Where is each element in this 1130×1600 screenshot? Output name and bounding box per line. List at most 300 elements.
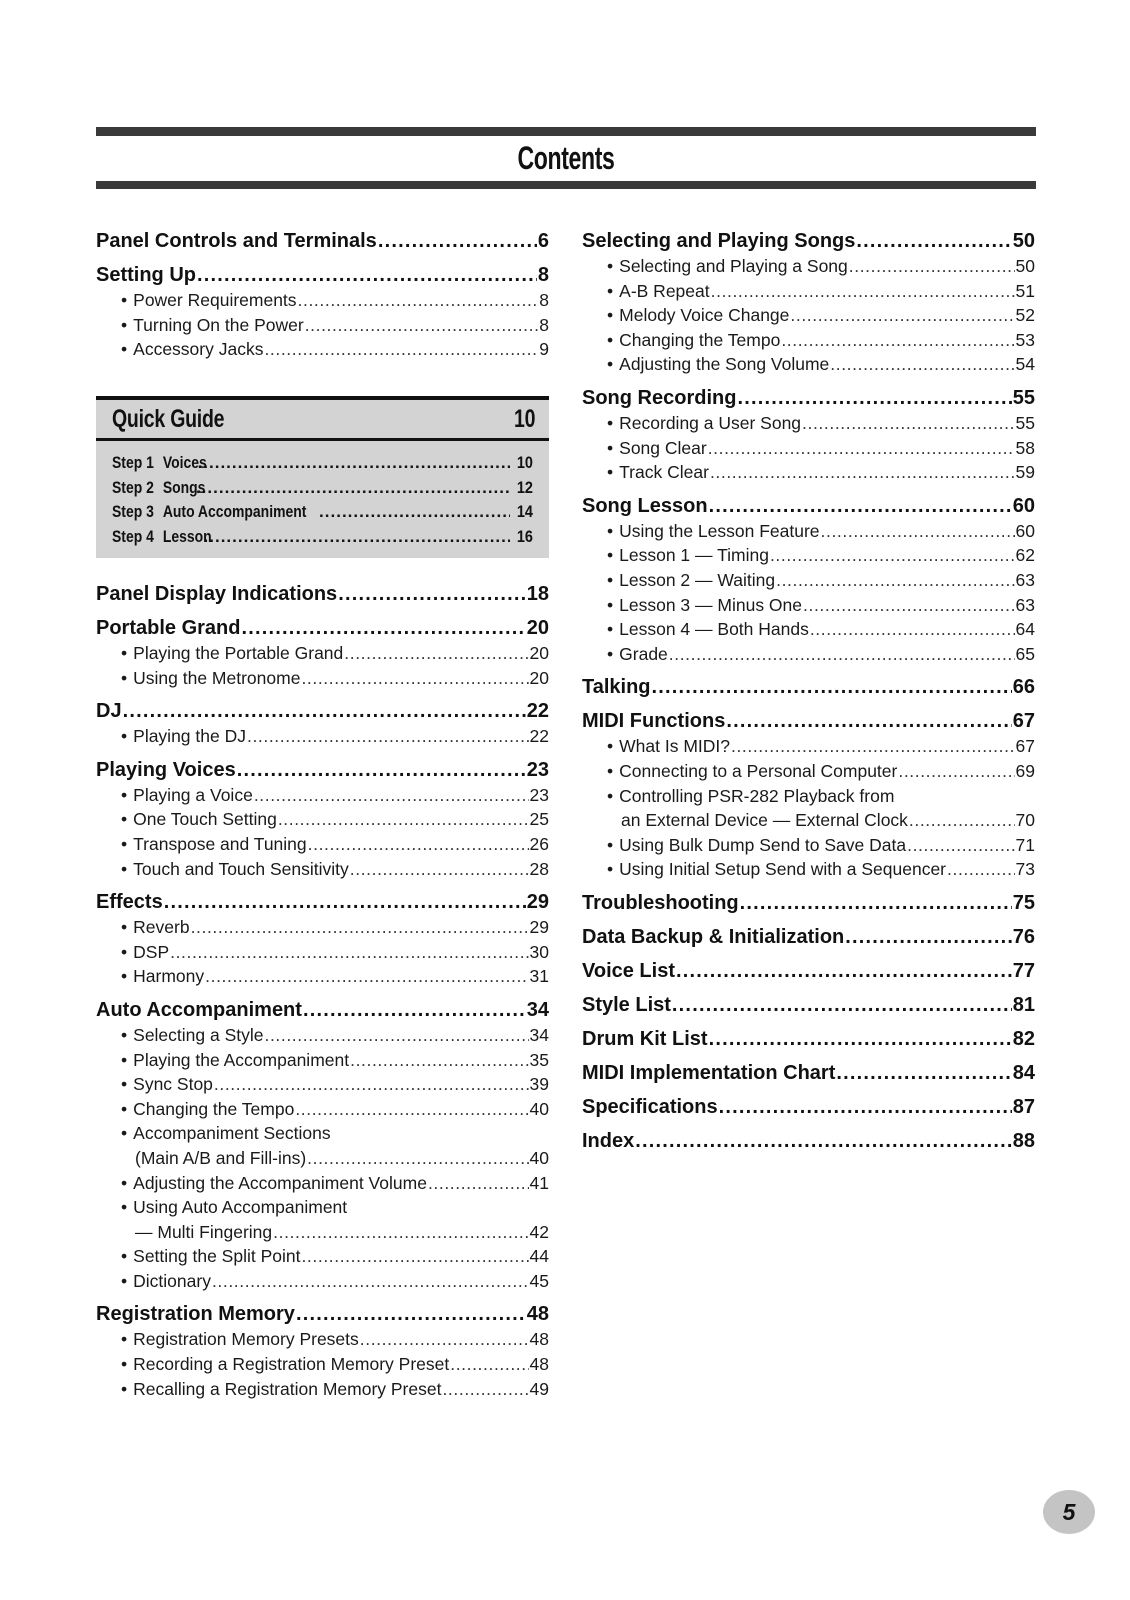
item-title <box>121 724 246 749</box>
section-title: MIDI Implementation Chart <box>582 1061 836 1084</box>
bullet-icon: • <box>607 437 614 458</box>
item-label: DSP <box>133 941 170 962</box>
dot-leader <box>307 1146 528 1171</box>
item-title <box>121 666 300 691</box>
toc-section[interactable] <box>96 581 549 607</box>
item-page: 31 <box>529 966 549 987</box>
item-title <box>607 460 709 485</box>
item-page: 41 <box>529 1172 549 1193</box>
toc-item[interactable] <box>582 352 1035 377</box>
item-label: Playing the Portable Grand <box>133 643 344 663</box>
item-page: 63 <box>1015 594 1035 615</box>
item-label-cont: — Multi Fingering <box>135 1221 273 1242</box>
toc-item[interactable] <box>96 1269 549 1294</box>
item-label: Dictionary <box>133 1270 211 1291</box>
bullet-icon: • <box>607 256 614 276</box>
item-page: 22 <box>529 726 549 747</box>
dot-leader <box>711 279 1015 304</box>
bullet-icon: • <box>121 833 128 854</box>
toc-item[interactable] <box>582 833 1035 858</box>
item-label: Using Bulk Dump Send to Save Data <box>619 834 907 855</box>
bullet-icon: • <box>121 314 128 335</box>
toc-item[interactable] <box>96 1097 549 1122</box>
toc-section[interactable] <box>582 1060 1035 1086</box>
quick-guide-page: 10 <box>513 404 535 433</box>
section-page: 22 <box>526 700 549 723</box>
toc-item[interactable] <box>96 1072 549 1097</box>
toc-item[interactable] <box>96 641 549 666</box>
step-number: Step 4 <box>112 526 154 546</box>
toc-item[interactable] <box>582 279 1035 304</box>
dot-leader <box>296 1301 526 1327</box>
item-label: Touch and Touch Sensitivity <box>133 858 349 879</box>
toc-item[interactable] <box>582 734 1035 759</box>
toc-item[interactable] <box>96 940 549 965</box>
dot-leader <box>265 1023 529 1048</box>
step-page: 14 <box>516 502 533 521</box>
section-page: 8 <box>537 264 549 286</box>
item-page: 63 <box>1015 569 1035 590</box>
dot-leader <box>726 708 1011 734</box>
item-page: 69 <box>1015 760 1035 781</box>
item-page: 39 <box>529 1074 549 1095</box>
item-title <box>121 313 304 338</box>
item-page: 64 <box>1015 619 1035 640</box>
toc-item[interactable] <box>582 759 1035 784</box>
dot-leader <box>301 666 528 691</box>
item-title <box>121 1377 441 1402</box>
toc-section[interactable] <box>96 757 549 783</box>
toc-section[interactable] <box>96 889 549 915</box>
bullet-icon: • <box>121 1246 128 1267</box>
dot-leader <box>350 857 529 882</box>
quick-guide-title: Quick Guide <box>112 404 225 433</box>
toc-item-continuation[interactable] <box>96 1146 549 1171</box>
toc-section[interactable] <box>582 924 1035 950</box>
dot-leader <box>247 724 529 749</box>
toc-section[interactable] <box>582 674 1035 700</box>
item-title <box>121 783 253 808</box>
section-title: Panel Display Indications <box>96 583 338 605</box>
item-page: 67 <box>1015 736 1035 757</box>
section-page: 77 <box>1012 959 1035 982</box>
item-label: Playing the DJ <box>133 726 246 747</box>
toc-item[interactable] <box>582 568 1035 593</box>
section-page: 88 <box>1012 1129 1035 1152</box>
dot-leader <box>708 436 1015 461</box>
bullet-icon: • <box>121 1270 128 1291</box>
item-page: 48 <box>529 1329 549 1350</box>
dot-leader <box>303 997 526 1023</box>
item-page: 25 <box>529 809 549 830</box>
bullet-icon: • <box>121 339 128 360</box>
item-title <box>607 857 946 882</box>
item-page: 70 <box>1015 810 1035 831</box>
bullet-icon: • <box>121 917 128 938</box>
item-page: 48 <box>529 1354 549 1375</box>
item-label: Playing a Voice <box>133 784 253 805</box>
bullet-icon: • <box>607 736 614 757</box>
toc-item[interactable] <box>96 288 549 313</box>
item-title <box>607 352 829 377</box>
toc-section[interactable] <box>582 708 1035 734</box>
bullet-icon: • <box>121 667 128 688</box>
dot-leader <box>205 964 528 989</box>
dot-leader <box>710 460 1015 485</box>
toc-item[interactable] <box>96 964 549 989</box>
item-label: Using Initial Setup Send with a Sequencer <box>619 859 947 880</box>
item-title <box>607 303 789 328</box>
section-title: Effects <box>96 891 163 914</box>
bullet-icon: • <box>121 726 128 747</box>
quick-guide-step[interactable] <box>112 476 533 501</box>
bullet-icon: • <box>607 520 614 541</box>
item-label: Connecting to a Personal Computer <box>619 760 898 781</box>
section-page: 82 <box>1012 1027 1035 1050</box>
section-title: Song Recording <box>582 386 737 409</box>
item-page: 53 <box>1015 329 1035 350</box>
dot-leader <box>849 254 1015 279</box>
toc-item[interactable] <box>582 784 1035 809</box>
toc-item[interactable] <box>96 807 549 832</box>
toc-item-continuation[interactable] <box>96 1220 549 1245</box>
dot-leader <box>836 1060 1011 1086</box>
item-label: Melody Voice Change <box>619 305 790 326</box>
item-page: 8 <box>539 290 549 310</box>
toc-item[interactable] <box>582 460 1035 485</box>
dot-leader <box>776 568 1014 593</box>
bullet-icon: • <box>121 1098 128 1119</box>
toc-item[interactable] <box>96 1377 549 1402</box>
item-page: 62 <box>1015 545 1035 566</box>
section-title: Auto Accompaniment <box>96 998 302 1021</box>
dot-leader <box>264 337 538 362</box>
section-page: 67 <box>1012 710 1035 733</box>
item-page: 50 <box>1015 256 1035 276</box>
section-title: Voice List <box>582 959 675 982</box>
section-page: 23 <box>526 758 549 781</box>
item-title <box>121 288 297 313</box>
item-label: Using the Lesson Feature <box>619 520 820 541</box>
bullet-icon: • <box>607 412 614 433</box>
section-page: 50 <box>1012 230 1035 252</box>
dot-leader <box>298 288 539 313</box>
item-page: 54 <box>1015 354 1035 375</box>
dot-leader <box>278 807 529 832</box>
toc-item[interactable] <box>96 1048 549 1073</box>
title-rule-top <box>96 127 1036 136</box>
item-label: Reverb <box>133 917 190 938</box>
quick-guide-step[interactable] <box>112 500 533 525</box>
item-label: Lesson 4 — Both Hands <box>619 619 809 640</box>
item-title <box>121 1269 211 1294</box>
toc-item[interactable] <box>582 617 1035 642</box>
item-title <box>121 337 263 362</box>
bullet-icon: • <box>607 619 614 640</box>
step-label: Auto Accompaniment <box>162 502 307 521</box>
item-title <box>121 1352 449 1377</box>
bullet-icon: • <box>121 1024 128 1045</box>
dot-leader <box>909 808 1015 833</box>
quick-guide-step[interactable] <box>112 525 533 550</box>
dot-leader <box>652 674 1012 700</box>
bullet-icon: • <box>607 280 614 301</box>
toc-item[interactable] <box>582 857 1035 882</box>
toc-section[interactable] <box>96 997 549 1023</box>
bullet-icon: • <box>607 354 614 375</box>
title-rule-bottom <box>96 181 1036 189</box>
dot-leader <box>191 915 529 940</box>
bullet-icon: • <box>121 643 128 663</box>
toc-section[interactable] <box>582 958 1035 984</box>
item-title <box>121 807 277 832</box>
dot-leader <box>810 617 1015 642</box>
item-page: 8 <box>539 314 549 335</box>
toc-section[interactable] <box>96 1301 549 1327</box>
dot-leader <box>164 889 526 915</box>
bullet-icon: • <box>121 1197 128 1218</box>
toc-item[interactable] <box>96 1352 549 1377</box>
item-page: 9 <box>539 339 549 360</box>
dot-leader <box>635 1128 1012 1154</box>
dot-leader <box>170 940 528 965</box>
toc-item[interactable] <box>582 303 1035 328</box>
bullet-icon: • <box>121 1329 128 1350</box>
item-page: 73 <box>1015 859 1035 880</box>
dot-leader <box>737 385 1011 411</box>
item-page: 23 <box>529 784 549 805</box>
item-label: Accessory Jacks <box>133 339 264 360</box>
bullet-icon: • <box>121 809 128 830</box>
bullet-icon: • <box>607 594 614 615</box>
toc-item-continuation[interactable] <box>582 808 1035 833</box>
toc-section[interactable] <box>582 385 1035 411</box>
section-title: Troubleshooting <box>582 891 739 914</box>
item-label: Setting the Split Point <box>133 1246 301 1267</box>
dot-leader <box>672 992 1012 1018</box>
toc-item[interactable] <box>96 724 549 749</box>
item-label: Power Requirements <box>133 290 297 310</box>
item-page: 55 <box>1015 412 1035 433</box>
item-title <box>121 1244 300 1269</box>
toc-item[interactable] <box>96 857 549 882</box>
quick-guide-step[interactable] <box>112 451 533 476</box>
item-label: Recording a User Song <box>619 412 802 433</box>
item-page: 34 <box>529 1024 549 1045</box>
section-title: Data Backup & Initialization <box>582 925 845 948</box>
bullet-icon: • <box>607 462 614 483</box>
item-label: Transpose and Tuning <box>133 833 307 854</box>
toc-section[interactable] <box>582 1094 1035 1120</box>
dot-leader <box>428 1171 529 1196</box>
item-label: Harmony <box>133 966 205 987</box>
item-label: What Is MIDI? <box>619 736 730 757</box>
item-label: Song Clear <box>619 437 707 458</box>
section-title: Song Lesson <box>582 494 708 517</box>
section-page: 6 <box>537 230 549 252</box>
dot-leader <box>197 262 537 288</box>
dot-leader <box>709 493 1012 519</box>
toc-section[interactable] <box>582 1026 1035 1052</box>
item-label: Registration Memory Presets <box>133 1329 359 1350</box>
item-title <box>121 1097 294 1122</box>
item-title <box>607 617 809 642</box>
dot-leader <box>301 1244 528 1269</box>
toc-item[interactable] <box>582 254 1035 279</box>
item-page: 20 <box>529 643 549 663</box>
toc-item[interactable] <box>96 313 549 338</box>
item-title <box>607 568 775 593</box>
bullet-icon: • <box>121 1378 128 1399</box>
section-title: Registration Memory <box>96 1303 295 1326</box>
step-page: 10 <box>516 453 533 472</box>
toc-section[interactable] <box>96 262 549 288</box>
dot-leader <box>803 593 1015 618</box>
dot-leader <box>790 303 1014 328</box>
dot-leader <box>781 328 1014 353</box>
item-title <box>607 436 707 461</box>
dot-leader <box>344 641 528 666</box>
toc-section[interactable] <box>582 1128 1035 1154</box>
toc-item[interactable] <box>96 1023 549 1048</box>
item-label-cont: an External Device — External Clock <box>621 810 908 831</box>
toc-left-main <box>96 581 549 1401</box>
quick-guide-header[interactable] <box>96 400 549 441</box>
item-label: Track Clear <box>619 462 709 483</box>
item-label: Controlling PSR-282 Playback from <box>619 785 895 806</box>
step-label: Voices <box>162 453 207 472</box>
item-title <box>607 642 668 667</box>
toc-section[interactable] <box>582 493 1035 519</box>
dot-leader <box>295 1097 528 1122</box>
toc-section[interactable] <box>582 992 1035 1018</box>
item-title <box>607 734 730 759</box>
item-page: 52 <box>1015 305 1035 326</box>
item-title <box>121 1048 349 1073</box>
section-page: 20 <box>526 617 549 639</box>
section-title: Style List <box>582 993 671 1016</box>
item-label: Turning On the Power <box>133 314 304 335</box>
dot-leader <box>308 832 529 857</box>
item-title <box>607 519 820 544</box>
toc-section[interactable] <box>96 615 549 641</box>
dot-leader <box>350 1048 528 1073</box>
toc-item[interactable] <box>96 832 549 857</box>
section-page: 84 <box>1012 1061 1035 1084</box>
item-label: Selecting and Playing a Song <box>619 256 848 276</box>
dot-leader <box>821 519 1015 544</box>
item-title <box>607 328 780 353</box>
item-title <box>607 833 906 858</box>
toc-right <box>582 228 1035 1154</box>
step-number: Step 2 <box>112 477 154 497</box>
item-label-cont: (Main A/B and Fill-ins) <box>135 1147 307 1168</box>
bullet-icon: • <box>607 305 614 326</box>
item-title <box>121 964 204 989</box>
toc-item[interactable] <box>96 1121 549 1146</box>
toc-item[interactable] <box>96 666 549 691</box>
bullet-icon: • <box>121 290 128 310</box>
dot-leader <box>770 543 1015 568</box>
item-label: Playing the Accompaniment <box>133 1049 350 1070</box>
section-title: Setting Up <box>96 264 196 286</box>
toc-item[interactable] <box>96 783 549 808</box>
section-title: Talking <box>582 676 651 699</box>
section-page: 55 <box>1012 386 1035 409</box>
toc-item[interactable] <box>582 593 1035 618</box>
dot-leader <box>856 228 1011 254</box>
toc-item[interactable] <box>96 1195 549 1220</box>
step-title <box>112 525 212 550</box>
item-page: 65 <box>1015 643 1035 664</box>
quick-guide-steps <box>96 441 549 549</box>
dot-leader <box>676 958 1012 984</box>
item-label: Adjusting the Accompaniment Volume <box>133 1172 427 1193</box>
item-title <box>121 1171 427 1196</box>
toc-section[interactable] <box>582 228 1035 254</box>
item-label: Changing the Tempo <box>133 1098 295 1119</box>
bullet-icon: • <box>607 569 614 590</box>
item-label: Using Auto Accompaniment <box>133 1197 348 1218</box>
toc-item[interactable] <box>582 411 1035 436</box>
item-page: 26 <box>529 833 549 854</box>
toc-item[interactable] <box>582 519 1035 544</box>
toc-item[interactable] <box>96 1244 549 1269</box>
item-title <box>121 940 169 965</box>
dot-leader <box>237 757 526 783</box>
bullet-icon: • <box>607 329 614 350</box>
item-label: Accompaniment Sections <box>133 1123 331 1144</box>
toc-item[interactable] <box>582 543 1035 568</box>
toc-item[interactable] <box>582 328 1035 353</box>
step-page: 12 <box>516 477 533 497</box>
toc-item[interactable] <box>96 1171 549 1196</box>
dot-leader <box>669 642 1015 667</box>
item-title <box>607 784 894 809</box>
section-title: Selecting and Playing Songs <box>582 230 856 252</box>
item-title <box>121 857 349 882</box>
section-title: Drum Kit List <box>582 1027 708 1050</box>
toc-item[interactable] <box>96 1327 549 1352</box>
item-title <box>121 832 307 857</box>
dot-leader <box>731 734 1015 759</box>
toc-section[interactable] <box>96 228 549 254</box>
dot-leader <box>947 857 1015 882</box>
item-label: Sync Stop <box>133 1074 213 1095</box>
toc-item[interactable] <box>582 436 1035 461</box>
quick-guide-box <box>96 396 549 558</box>
item-title <box>607 254 848 279</box>
dot-leader <box>204 525 511 550</box>
bullet-icon: • <box>121 1123 128 1144</box>
toc-section[interactable] <box>96 698 549 724</box>
section-title: Playing Voices <box>96 758 236 781</box>
dot-leader <box>442 1377 528 1402</box>
item-page: 58 <box>1015 437 1035 458</box>
section-title: DJ <box>96 700 122 723</box>
item-title <box>607 279 710 304</box>
toc-item[interactable] <box>96 915 549 940</box>
toc-section[interactable] <box>582 890 1035 916</box>
item-title <box>121 1121 331 1146</box>
toc-item[interactable] <box>582 642 1035 667</box>
item-page: 35 <box>529 1049 549 1070</box>
item-page: 44 <box>529 1246 549 1267</box>
toc-item[interactable] <box>96 337 549 362</box>
bullet-icon: • <box>121 858 128 879</box>
item-page: 29 <box>529 917 549 938</box>
item-title <box>121 1195 347 1220</box>
